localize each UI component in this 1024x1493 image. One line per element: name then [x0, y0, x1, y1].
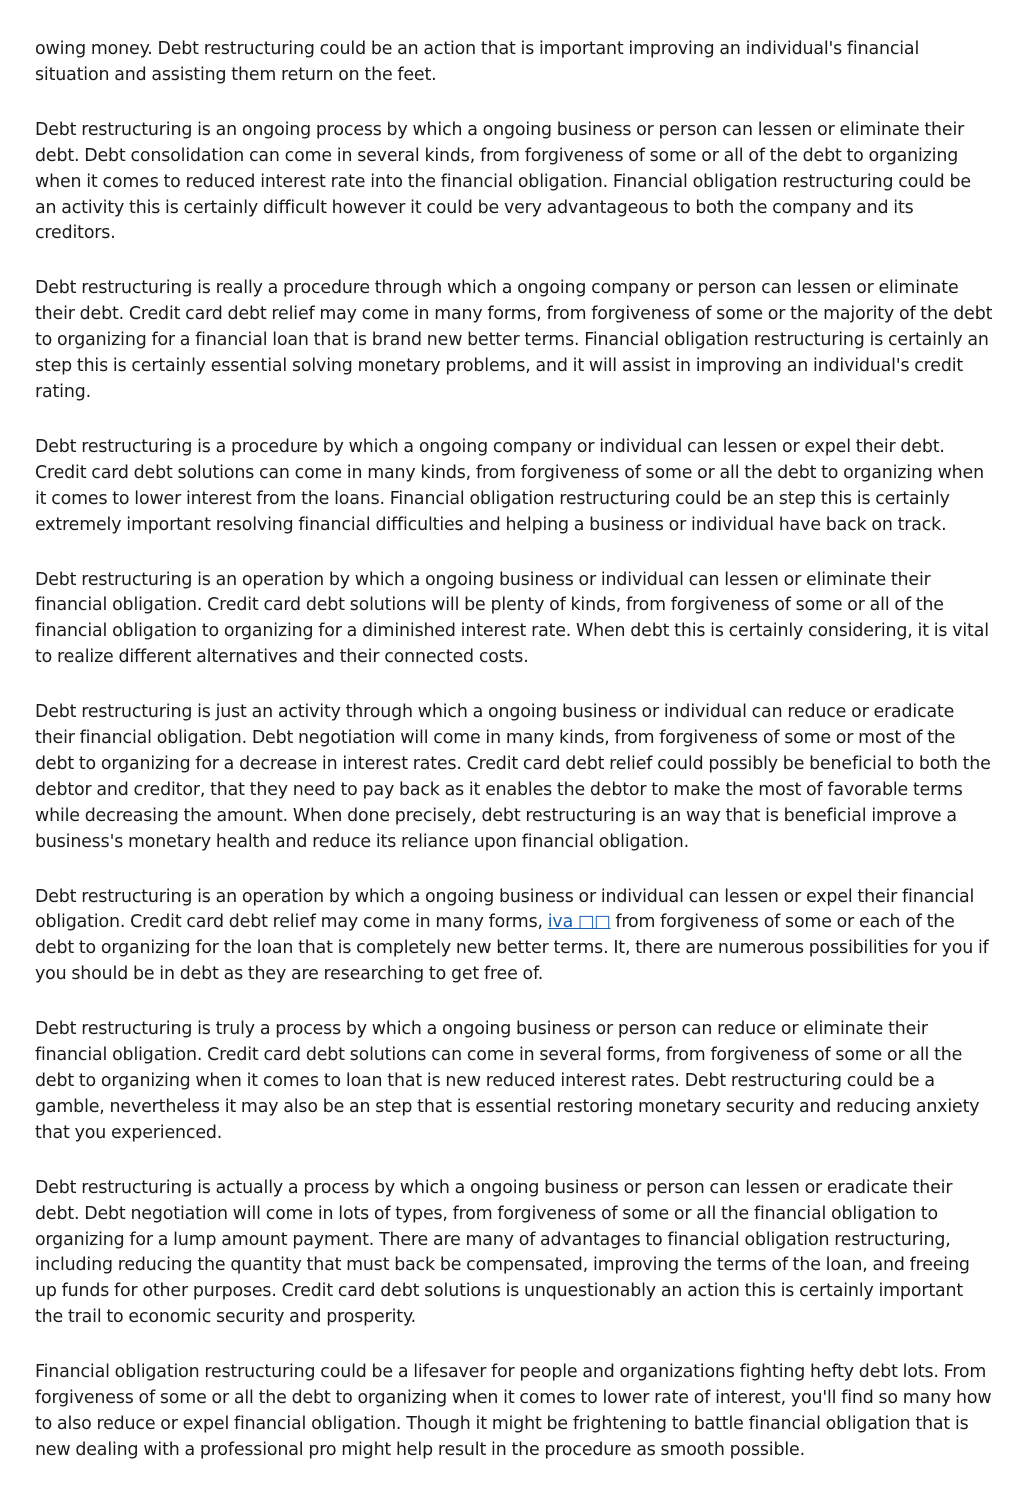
paragraph-5: Debt restructuring is an operation by which a ongoing business or individual can lessen or eliminate their financial obligation. Credit card debt solutions will be plenty of kinds, from forgiveness of some or all of the financial obligation to organizing for a diminished interest rate. When debt this is certainly considering, it is vital to realize different alternatives and their connected costs.: [35, 569, 989, 668]
paragraph-2: Debt restructuring is an ongoing process by which a ongoing business or person can lessen or eliminate their debt. Debt consolidation can come in several kinds, from forgiveness of some or all of the debt to organizing when it comes to reduced interest rate into the financial obligation. Financial obligation restructuring could be an activity this is certainly difficult however it could be very advantageous to both the company and its creditors.: [35, 119, 971, 244]
paragraph-9: Debt restructuring is actually a process by which a ongoing business or person can lessen or eradicate their debt. Debt negotiation will come in lots of types, from forgiveness of some or all the financial obligation to organizing for a lump amount payment. There are many of advantages to financial obligation restructuring, including reducing the quantity that must back be compensated, improving the terms of the loan, and freeing up funds for other purposes. Credit card debt solutions is unquestionably an action this is certainly important the trail to economic security and prosperity.: [35, 1177, 970, 1328]
paragraph-7-with-link: [35, 885, 995, 989]
paragraph-10: Financial obligation restructuring could be a lifesaver for people and organizations fighting hefty debt lots. From forgiveness of some or all the debt to organizing when it comes to lower rate of interest, you'll find so many how to also reduce or expel financial obligation. Though it might be frightening to battle financial obligation that is new dealing with a professional pro might help result in the procedure as smooth possible.: [35, 1362, 992, 1460]
paragraph-4: Debt restructuring is a procedure by which a ongoing company or individual can lessen or expel their debt. Credit card debt solutions can come in many kinds, from forgiveness of some or all the debt to organizing when it comes to lower interest from the loans. Financial obligation restructuring could be an step this is certainly extremely important resolving financial difficulties and helping a business or individual have back on track.: [35, 436, 984, 535]
paragraph-7-text-before: Debt restructuring is an operation by which a ongoing business or individual can lessen or expel their financial obligation. Credit card debt relief may come in many forms,: [35, 886, 975, 933]
paragraph-6: Debt restructuring is just an activity through which a ongoing business or individual can reduce or eradicate their financial obligation. Debt negotiation will come in many kinds, from forgiveness of some or most of the debt to organizing for a decrease in interest rates. Credit card debt relief could possibly be beneficial to both the debtor and creditor, that they need to pay back as it enables the debtor to make the most of favorable terms while decreasing the amount. When done precisely, debt restructuring is an way that is beneficial improve a business's monetary health and reduce its reliance upon financial obligation.: [35, 702, 991, 852]
paragraph-1: owing money. Debt restructuring could be an action that is important improving an individual's financial situation and assisting them return on the feet.: [35, 39, 920, 85]
paragraph-3: Debt restructuring is really a procedure through which a ongoing company or person can lessen or eliminate their debt. Credit card debt relief may come in many forms, from forgiveness of some or the majority of the debt to organizing for a financial loan that is brand new better terms. Financial obligation restructuring is certainly an step this is certainly essential solving monetary problems, and it will assist in improving an individual's credit rating.: [35, 278, 993, 402]
paragraph-7-text-after: from forgiveness of some or each of the debt to organizing for the loan that is completely new better terms. It, there are numerous possibilities for you if you should be in debt as they are researching to get free of.: [35, 912, 989, 985]
paragraph-8: Debt restructuring is truly a process by which a ongoing business or person can reduce or eliminate their financial obligation. Credit card debt solutions can come in several forms, from forgiveness of some or all the debt to organizing when it comes to loan that is new reduced interest rates. Debt restructuring could be a gamble, nevertheless it may also be an step that is essential restoring monetary security and reducing anxiety that you experienced.: [35, 1019, 980, 1143]
iva-link[interactable]: iva □□: [547, 912, 611, 933]
article-body: [35, 37, 995, 1493]
